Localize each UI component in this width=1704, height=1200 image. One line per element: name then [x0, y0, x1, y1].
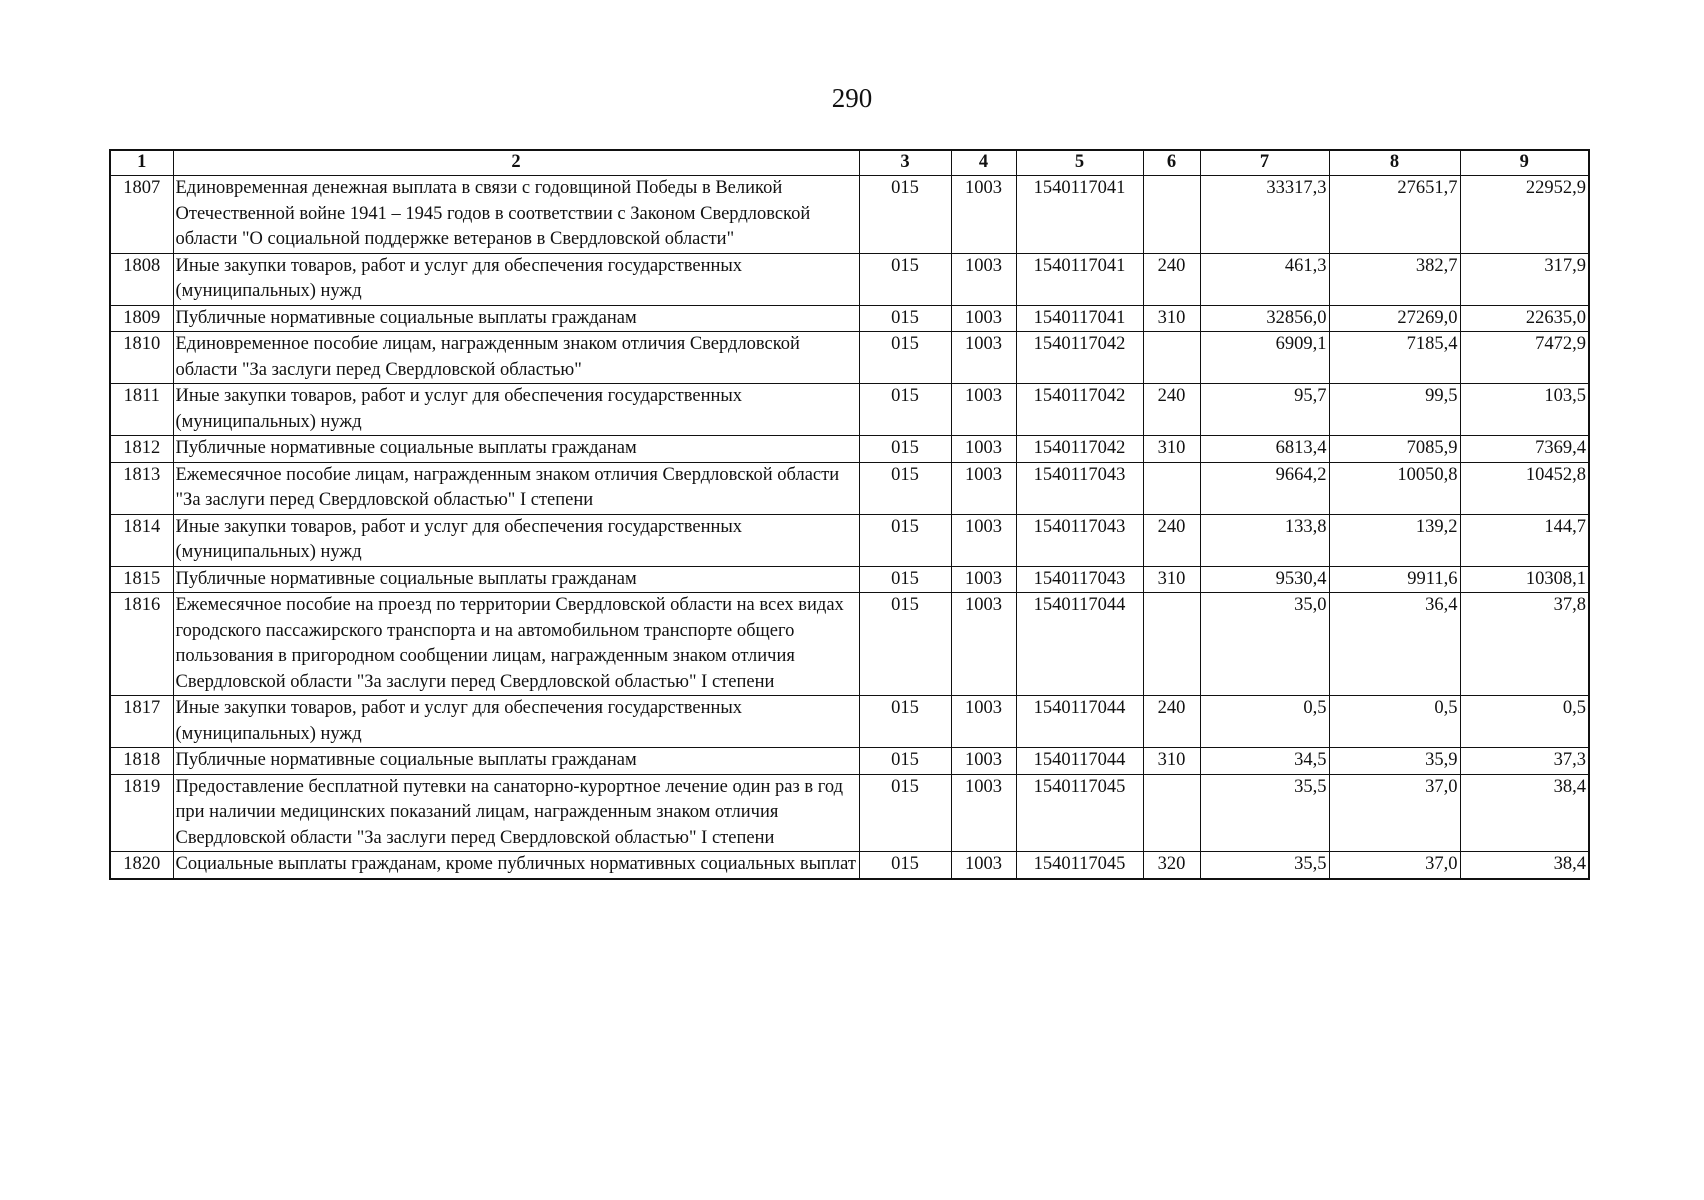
- row-value-8: 35,9: [1329, 748, 1460, 775]
- table-row: [110, 462, 1589, 514]
- row-code-6: [1143, 593, 1200, 696]
- row-value-9: 22952,9: [1460, 176, 1589, 254]
- budget-table: [109, 149, 1590, 880]
- row-value-9: 317,9: [1460, 253, 1589, 305]
- row-code-3: 015: [859, 593, 951, 696]
- row-value-7: 9664,2: [1200, 462, 1329, 514]
- table-row: [110, 384, 1589, 436]
- row-code-6: [1143, 462, 1200, 514]
- row-value-8: 37,0: [1329, 852, 1460, 879]
- row-value-8: 37,0: [1329, 774, 1460, 852]
- header-cell-6: 6: [1143, 150, 1200, 176]
- row-value-8: 7085,9: [1329, 436, 1460, 463]
- row-code-6: 310: [1143, 305, 1200, 332]
- header-row: [110, 150, 1589, 176]
- row-code-4: 1003: [951, 696, 1016, 748]
- row-code-4: 1003: [951, 436, 1016, 463]
- row-value-8: 382,7: [1329, 253, 1460, 305]
- row-value-9: 103,5: [1460, 384, 1589, 436]
- header-cell-4: 4: [951, 150, 1016, 176]
- row-value-8: 36,4: [1329, 593, 1460, 696]
- row-value-8: 99,5: [1329, 384, 1460, 436]
- row-number: 1812: [110, 436, 173, 463]
- row-value-8: 27269,0: [1329, 305, 1460, 332]
- row-value-9: 7369,4: [1460, 436, 1589, 463]
- table-row: [110, 748, 1589, 775]
- table-row: [110, 593, 1589, 696]
- row-number: 1809: [110, 305, 173, 332]
- row-value-9: 144,7: [1460, 514, 1589, 566]
- table-row: [110, 514, 1589, 566]
- table-row: [110, 176, 1589, 254]
- row-code-3: 015: [859, 852, 951, 879]
- row-value-9: 37,8: [1460, 593, 1589, 696]
- row-code-3: 015: [859, 748, 951, 775]
- row-value-8: 7185,4: [1329, 332, 1460, 384]
- row-code-3: 015: [859, 253, 951, 305]
- row-number: 1817: [110, 696, 173, 748]
- row-value-7: 32856,0: [1200, 305, 1329, 332]
- row-value-7: 33317,3: [1200, 176, 1329, 254]
- table-row: [110, 436, 1589, 463]
- row-value-7: 0,5: [1200, 696, 1329, 748]
- row-value-7: 6813,4: [1200, 436, 1329, 463]
- row-value-8: 9911,6: [1329, 566, 1460, 593]
- row-number: 1819: [110, 774, 173, 852]
- row-code-6: [1143, 176, 1200, 254]
- row-code-5: 1540117045: [1016, 852, 1143, 879]
- row-code-6: [1143, 774, 1200, 852]
- row-value-7: 95,7: [1200, 384, 1329, 436]
- table-row: [110, 305, 1589, 332]
- row-value-7: 461,3: [1200, 253, 1329, 305]
- row-number: 1808: [110, 253, 173, 305]
- row-code-5: 1540117044: [1016, 748, 1143, 775]
- row-name: Иные закупки товаров, работ и услуг для обеспечения государственных (муниципальных) нужд: [173, 514, 859, 566]
- row-code-6: 310: [1143, 436, 1200, 463]
- row-code-5: 1540117043: [1016, 566, 1143, 593]
- row-number: 1816: [110, 593, 173, 696]
- table-row: [110, 696, 1589, 748]
- row-code-6: 240: [1143, 696, 1200, 748]
- row-value-9: 7472,9: [1460, 332, 1589, 384]
- row-code-4: 1003: [951, 774, 1016, 852]
- row-code-5: 1540117041: [1016, 176, 1143, 254]
- row-code-6: 310: [1143, 566, 1200, 593]
- row-code-4: 1003: [951, 566, 1016, 593]
- row-code-5: 1540117043: [1016, 514, 1143, 566]
- row-value-7: 133,8: [1200, 514, 1329, 566]
- header-cell-5: 5: [1016, 150, 1143, 176]
- row-name: Публичные нормативные социальные выплаты гражданам: [173, 748, 859, 775]
- row-number: 1811: [110, 384, 173, 436]
- row-code-3: 015: [859, 774, 951, 852]
- row-value-8: 27651,7: [1329, 176, 1460, 254]
- row-number: 1818: [110, 748, 173, 775]
- row-code-5: 1540117045: [1016, 774, 1143, 852]
- row-value-9: 38,4: [1460, 852, 1589, 879]
- row-code-3: 015: [859, 176, 951, 254]
- row-name: Ежемесячное пособие на проезд по территории Свердловской области на всех видах городского пассажирского транспорта и на автомобильном транспорте общего пользования в пригородном сообщении лицам, награжденным знаком отличия Свердловской области "За заслуги перед Свердловской областью" I степени: [173, 593, 859, 696]
- row-value-7: 34,5: [1200, 748, 1329, 775]
- row-number: 1810: [110, 332, 173, 384]
- table-row: [110, 774, 1589, 852]
- row-name: Единовременная денежная выплата в связи с годовщиной Победы в Великой Отечественной войне 1941 – 1945 годов в соответствии с Законом Свердловской области "О социальной поддержке ветеранов в Свердловской области": [173, 176, 859, 254]
- row-code-4: 1003: [951, 593, 1016, 696]
- row-code-4: 1003: [951, 514, 1016, 566]
- header-cell-3: 3: [859, 150, 951, 176]
- row-code-6: 310: [1143, 748, 1200, 775]
- row-value-9: 37,3: [1460, 748, 1589, 775]
- row-value-9: 0,5: [1460, 696, 1589, 748]
- row-name: Ежемесячное пособие лицам, награжденным знаком отличия Свердловской области "За заслуги перед Свердловской областью" I степени: [173, 462, 859, 514]
- row-name: Социальные выплаты гражданам, кроме публичных нормативных социальных выплат: [173, 852, 859, 879]
- row-value-9: 38,4: [1460, 774, 1589, 852]
- row-name: Публичные нормативные социальные выплаты гражданам: [173, 436, 859, 463]
- row-name: Публичные нормативные социальные выплаты гражданам: [173, 566, 859, 593]
- header-cell-2: 2: [173, 150, 859, 176]
- table-row: [110, 332, 1589, 384]
- header-cell-9: 9: [1460, 150, 1589, 176]
- header-cell-7: 7: [1200, 150, 1329, 176]
- row-value-8: 10050,8: [1329, 462, 1460, 514]
- row-value-7: 35,0: [1200, 593, 1329, 696]
- row-code-3: 015: [859, 384, 951, 436]
- row-number: 1807: [110, 176, 173, 254]
- row-value-7: 35,5: [1200, 774, 1329, 852]
- row-value-7: 9530,4: [1200, 566, 1329, 593]
- row-code-4: 1003: [951, 852, 1016, 879]
- row-value-9: 22635,0: [1460, 305, 1589, 332]
- row-code-6: 240: [1143, 253, 1200, 305]
- table-header: [110, 150, 1589, 176]
- row-name: Иные закупки товаров, работ и услуг для обеспечения государственных (муниципальных) нужд: [173, 696, 859, 748]
- row-code-6: 240: [1143, 514, 1200, 566]
- row-code-5: 1540117043: [1016, 462, 1143, 514]
- row-code-5: 1540117044: [1016, 593, 1143, 696]
- row-code-3: 015: [859, 462, 951, 514]
- row-number: 1820: [110, 852, 173, 879]
- row-name: Иные закупки товаров, работ и услуг для обеспечения государственных (муниципальных) нужд: [173, 253, 859, 305]
- row-code-5: 1540117044: [1016, 696, 1143, 748]
- row-code-4: 1003: [951, 253, 1016, 305]
- row-code-3: 015: [859, 696, 951, 748]
- row-number: 1815: [110, 566, 173, 593]
- row-code-3: 015: [859, 305, 951, 332]
- table-row: [110, 566, 1589, 593]
- row-code-3: 015: [859, 514, 951, 566]
- row-value-7: 35,5: [1200, 852, 1329, 879]
- row-number: 1814: [110, 514, 173, 566]
- row-code-5: 1540117042: [1016, 384, 1143, 436]
- row-code-3: 015: [859, 436, 951, 463]
- table-row: [110, 253, 1589, 305]
- row-code-4: 1003: [951, 305, 1016, 332]
- table-body: [110, 176, 1589, 879]
- header-cell-8: 8: [1329, 150, 1460, 176]
- row-code-4: 1003: [951, 332, 1016, 384]
- row-code-5: 1540117041: [1016, 253, 1143, 305]
- row-code-3: 015: [859, 332, 951, 384]
- row-code-6: 320: [1143, 852, 1200, 879]
- row-value-9: 10308,1: [1460, 566, 1589, 593]
- row-code-6: 240: [1143, 384, 1200, 436]
- row-code-4: 1003: [951, 176, 1016, 254]
- row-code-5: 1540117041: [1016, 305, 1143, 332]
- row-name: Единовременное пособие лицам, награжденным знаком отличия Свердловской области "За заслуги перед Свердловской областью": [173, 332, 859, 384]
- row-code-5: 1540117042: [1016, 332, 1143, 384]
- page-number: 290: [831, 83, 873, 113]
- row-code-4: 1003: [951, 384, 1016, 436]
- row-name: Иные закупки товаров, работ и услуг для обеспечения государственных (муниципальных) нужд: [173, 384, 859, 436]
- row-code-3: 015: [859, 566, 951, 593]
- row-value-8: 0,5: [1329, 696, 1460, 748]
- row-code-4: 1003: [951, 748, 1016, 775]
- row-name: Публичные нормативные социальные выплаты гражданам: [173, 305, 859, 332]
- row-code-4: 1003: [951, 462, 1016, 514]
- table-row: [110, 852, 1589, 879]
- row-name: Предоставление бесплатной путевки на санаторно-курортное лечение один раз в год при наличии медицинских показаний лицам, награжденным знаком отличия Свердловской области "За заслуги перед Свердловской областью" I степени: [173, 774, 859, 852]
- row-value-9: 10452,8: [1460, 462, 1589, 514]
- row-value-8: 139,2: [1329, 514, 1460, 566]
- row-code-5: 1540117042: [1016, 436, 1143, 463]
- row-number: 1813: [110, 462, 173, 514]
- row-code-6: [1143, 332, 1200, 384]
- row-value-7: 6909,1: [1200, 332, 1329, 384]
- header-cell-1: 1: [110, 150, 173, 176]
